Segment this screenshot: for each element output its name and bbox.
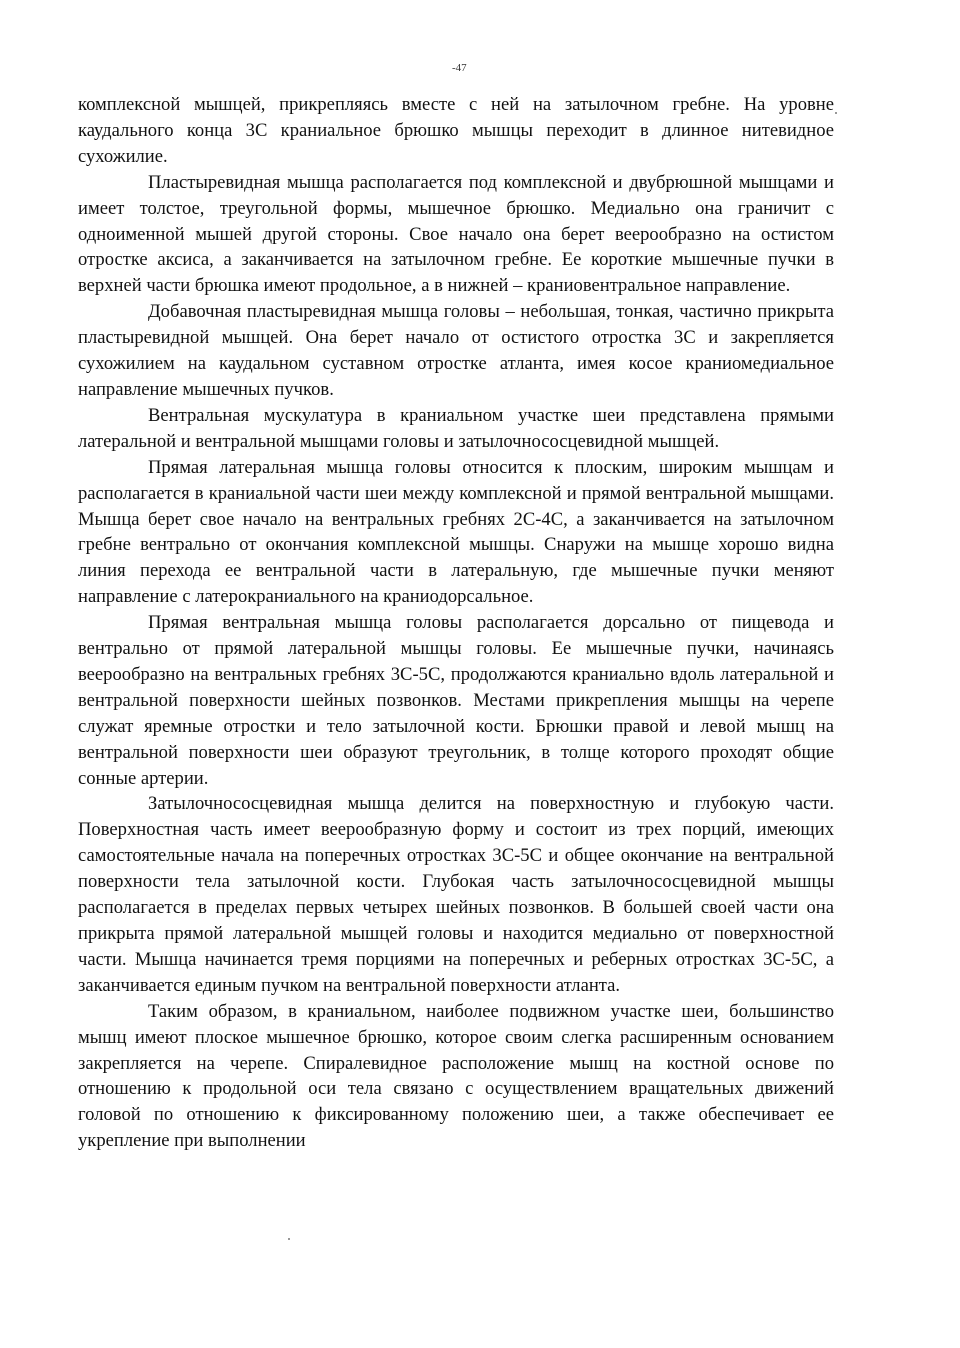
paragraph-splenius-muscle: Пластыревидная мышца располагается под комплексной и двубрюшной мышцами и имеет толстое, треугольной формы, мышечное брюшко. Медиально она граничит с одноименной мышей другой стороны. Свое начало она берет веерообразно на остистом отростке аксиса, а заканчивается на затылочном гребне. Ее короткие мышечные пучки в верхней части брюшка имеют продольное, а в нижней – краниовентральное направление.: [78, 171, 834, 297]
paragraph-occipitomastoid: Затылочнососцевидная мышца делится на поверхностную и глубокую части. Поверхностная часть имеет веерообразную форму и состоит из трех порций, имеющих самостоятельные начала на поперечных отростках 3С-5С и общее окончание на вентральной поверхности тела затылочной кости. Глубокая часть затылочнососцевидной мышцы располагается в пределах первых четырех шейных позвонков. В большей своей части она прикрыта прямой латеральной мышцей головы и находится медиально от поверхностной части. Мышца начинается тремя порциями на поперечных и реберных отростках 3С-5С, а заканчивается единым пучком на вентральной поверхности атланта.: [78, 793, 834, 996]
scan-speck: [835, 112, 837, 114]
paragraph-conclusion: Таким образом, в краниальном, наиболее подвижном участке шеи, большинство мышц имеют плоское мышечное брюшко, которое своим слегка расширенным основанием закрепляется на черепе. Спиралевидное расположение мышц на костной основе по отношению к продольной оси тела связано с осуществлением вращательных движений головой по отношению к фиксированному положению шеи, а также обеспечивает ее укрепление при выполнении: [78, 1000, 834, 1152]
paragraph-rectus-ventralis: Прямая вентральная мышца головы располагается дорсально от пищевода и вентрально от прямой латеральной мышцы головы. Ее мышечные пучки, начинаясь веерообразно на вентральных гребнях 3С-5С, продолжаются краниально вдоль латеральной и вентральной поверхности шейных позвонков. Местами прикрепления мышцы на черепе служат яремные отростки и тело затылочной кости. Брюшки правой и левой мышц на вентральной поверхности шеи образуют треугольник, в толще которого проходят общие сонные артерии.: [78, 612, 834, 789]
paragraph-ventral-musculature: Вентральная мускулатура в краниальном участке шеи представлена прямыми латеральной и вентральной мышцами головы и затылочнососцевидной мышцей.: [78, 404, 834, 452]
paragraph-rectus-lateralis: Прямая латеральная мышца головы относится к плоским, широким мышцам и располагается в краниальной части шеи между комплексной и прямой вентральной мышцами. Мышца берет свое начало на вентральных гребнях 2С-4С, а заканчивается на затылочном гребне вентрально от окончания комплексной мышцы. Снаружи на мышце хорошо видна линия перехода ее вентральной части в латеральную, где мышечные пучки меняют направление с латерокраниального на краниодорсальное.: [78, 456, 834, 608]
scan-speck: [288, 1238, 290, 1240]
paragraph-accessory-splenius: Добавочная пластыревидная мышца головы – небольшая, тонкая, частично прикрыта пластыревидной мышцей. Она берет начало от остистого отростка 3С и закрепляется сухожилием на каудальном суставном отростке атланта, имея косое краниомедиальное направление мышечных пучков.: [78, 301, 834, 400]
page-number-marker: -47: [452, 62, 467, 74]
paragraph-1-continuation: комплексной мышцей, прикрепляясь вместе с ней на затылочном гребне. На уровне каудального конца 3С краниальное брюшко мышцы переходит в длинное нитевидное сухожилие.: [78, 94, 834, 167]
body-text: [78, 92, 834, 1154]
